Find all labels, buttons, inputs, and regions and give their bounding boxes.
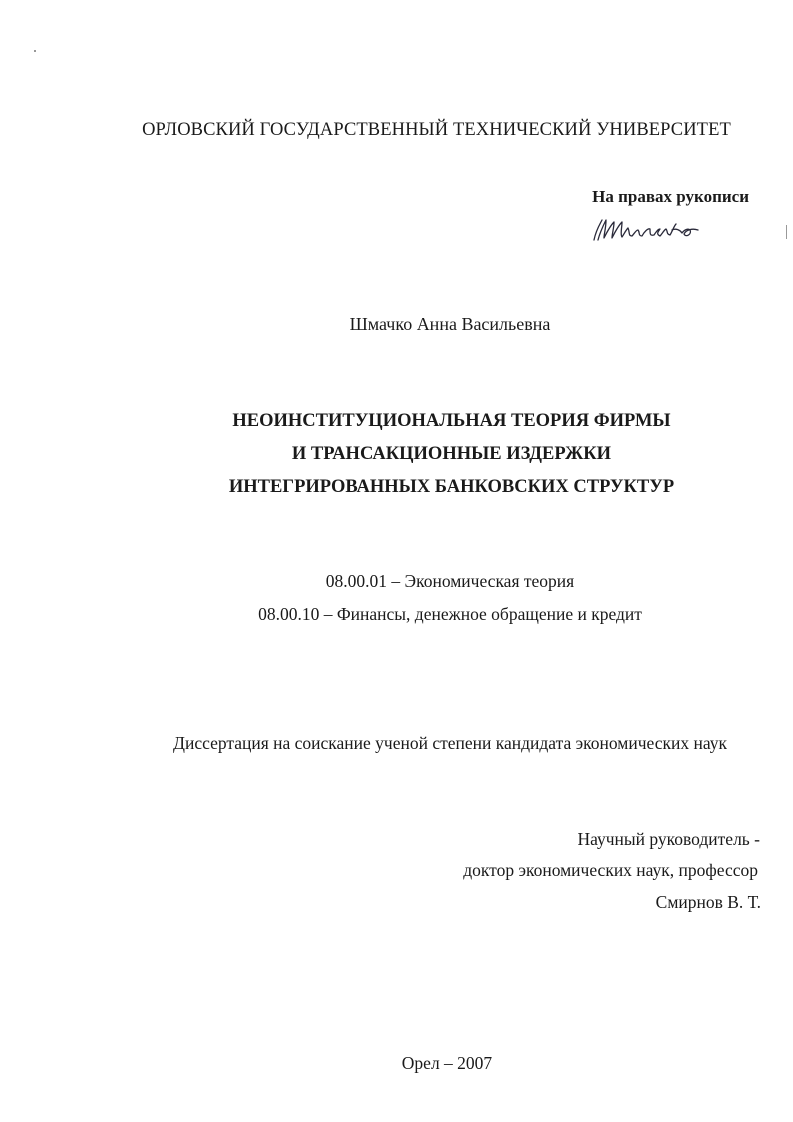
thesis-title-line-3: ИНТЕГРИРОВАННЫХ БАНКОВСКИХ СТРУКТУР [228, 477, 675, 497]
city-year: Орел – 2007 [401, 1053, 493, 1073]
thesis-title-line-1: НЕОИНСТИТУЦИОНАЛЬНАЯ ТЕОРИЯ ФИРМЫ [232, 411, 671, 431]
handwritten-signature [590, 210, 710, 246]
thesis-title-line-2: И ТРАНСАКЦИОННЫЕ ИЗДЕРЖКИ [291, 444, 612, 464]
university-name: ОРЛОВСКИЙ ГОСУДАРСТВЕННЫЙ ТЕХНИЧЕСКИЙ УНИВЕРСИТЕТ [142, 120, 731, 140]
advisor-role: Научный руководитель - [577, 829, 760, 849]
scan-speck [34, 50, 36, 52]
manuscript-note: На правах рукописи [592, 187, 749, 206]
advisor-name: Смирнов В. Т. [655, 892, 761, 912]
dissertation-statement: Диссертация на соискание ученой степени кандидата экономических наук [173, 733, 727, 753]
author-name: Шмачко Анна Васильевна [349, 314, 551, 334]
specialty-code-2: 08.00.10 – Финансы, денежное обращение и кредит [258, 604, 642, 624]
scan-edge-mark [786, 225, 787, 239]
advisor-degree: доктор экономических наук, профессор [463, 860, 758, 880]
specialty-code-1: 08.00.01 – Экономическая теория [325, 571, 575, 591]
